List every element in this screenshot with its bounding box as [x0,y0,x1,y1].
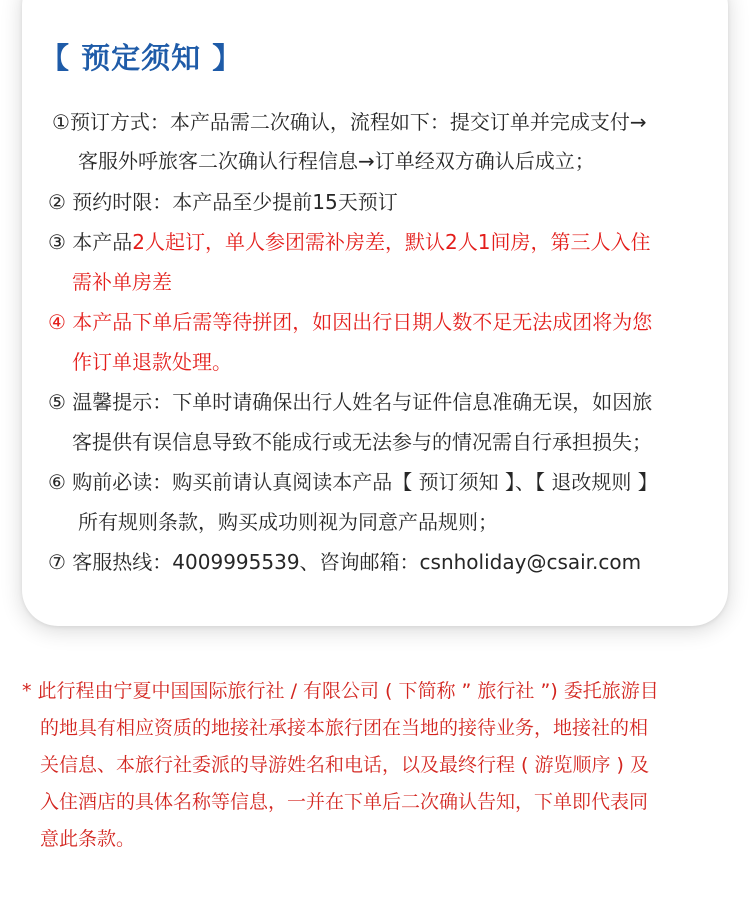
notice-item-6-line2: 所有规则条款，购买成功则视为同意产品规则； [78,510,498,534]
notice-item-3-line2: 需补单房差 [72,270,172,294]
notice-item-1-text: 预订方式：本产品需二次确认，流程如下：提交订单并完成支付→ [69,110,647,134]
notice-item-1-line1 [52,109,647,135]
circled-number-4: ④ [48,310,66,334]
notice-item-7 [48,549,641,575]
circled-number-6: ⑥ [48,470,66,494]
disclaimer-line-4: 入住酒店的具体名称等信息，一并在下单后二次确认告知，下单即代表同 [40,791,649,813]
circled-number-7: ⑦ [48,550,66,574]
notice-item-4-highlight: 本产品下单后需等待拼团，如因出行日期人数不足无法成团将为您 [65,310,653,334]
notice-item-3-line1 [48,229,650,255]
notice-item-2-text: 预约时限：本产品至少提前15天预订 [65,190,398,214]
notice-item-2 [48,189,398,215]
notice-item-1-line2: 客服外呼旅客二次确认行程信息→订单经双方确认后成立； [78,149,595,173]
circled-number-2: ② [48,190,66,214]
notice-item-3-prefix: 本产品 [65,230,133,254]
disclaimer-line-5: 意此条款。 [40,828,136,850]
disclaimer-line-1: * 此行程由宁夏中国国际旅行社 / 有限公司 ( 下简称 ” 旅行社 ”) 委托旅游目 [22,680,659,702]
circled-number-5: ⑤ [48,390,66,414]
disclaimer-line-3: 关信息、本旅行社委派的导游姓名和电话，以及最终行程 ( 游览顺序 ) 及 [40,754,649,776]
notice-item-4-line2: 作订单退款处理。 [72,350,232,374]
notice-item-7-text: 客服热线：4009995539、咨询邮箱：csnholiday@csair.com [65,550,642,574]
notice-item-4-line1 [48,309,652,335]
notice-item-5-line1 [48,389,652,415]
page-title: 【 预定须知 】 [40,41,243,75]
disclaimer-line-2: 的地具有相应资质的地接社承接本旅行团在当地的接待业务，地接社的相 [40,717,649,739]
notice-item-5-line2: 客提供有误信息导致不能成行或无法参与的情况需自行承担损失； [72,430,652,454]
notice-item-6-text: 购前必读：购买前请认真阅读本产品【 预订须知 】、【 退改规则 】 [65,470,658,494]
circled-number-1: ① [52,110,70,134]
notice-item-5-text: 温馨提示：下单时请确保出行人姓名与证件信息准确无误，如因旅 [65,390,653,414]
circled-number-3: ③ [48,230,66,254]
notice-item-3-highlight: 2人起订，单人参团需补房差，默认2人1间房，第三人入住 [132,230,651,254]
notice-item-6-line1 [48,469,658,495]
